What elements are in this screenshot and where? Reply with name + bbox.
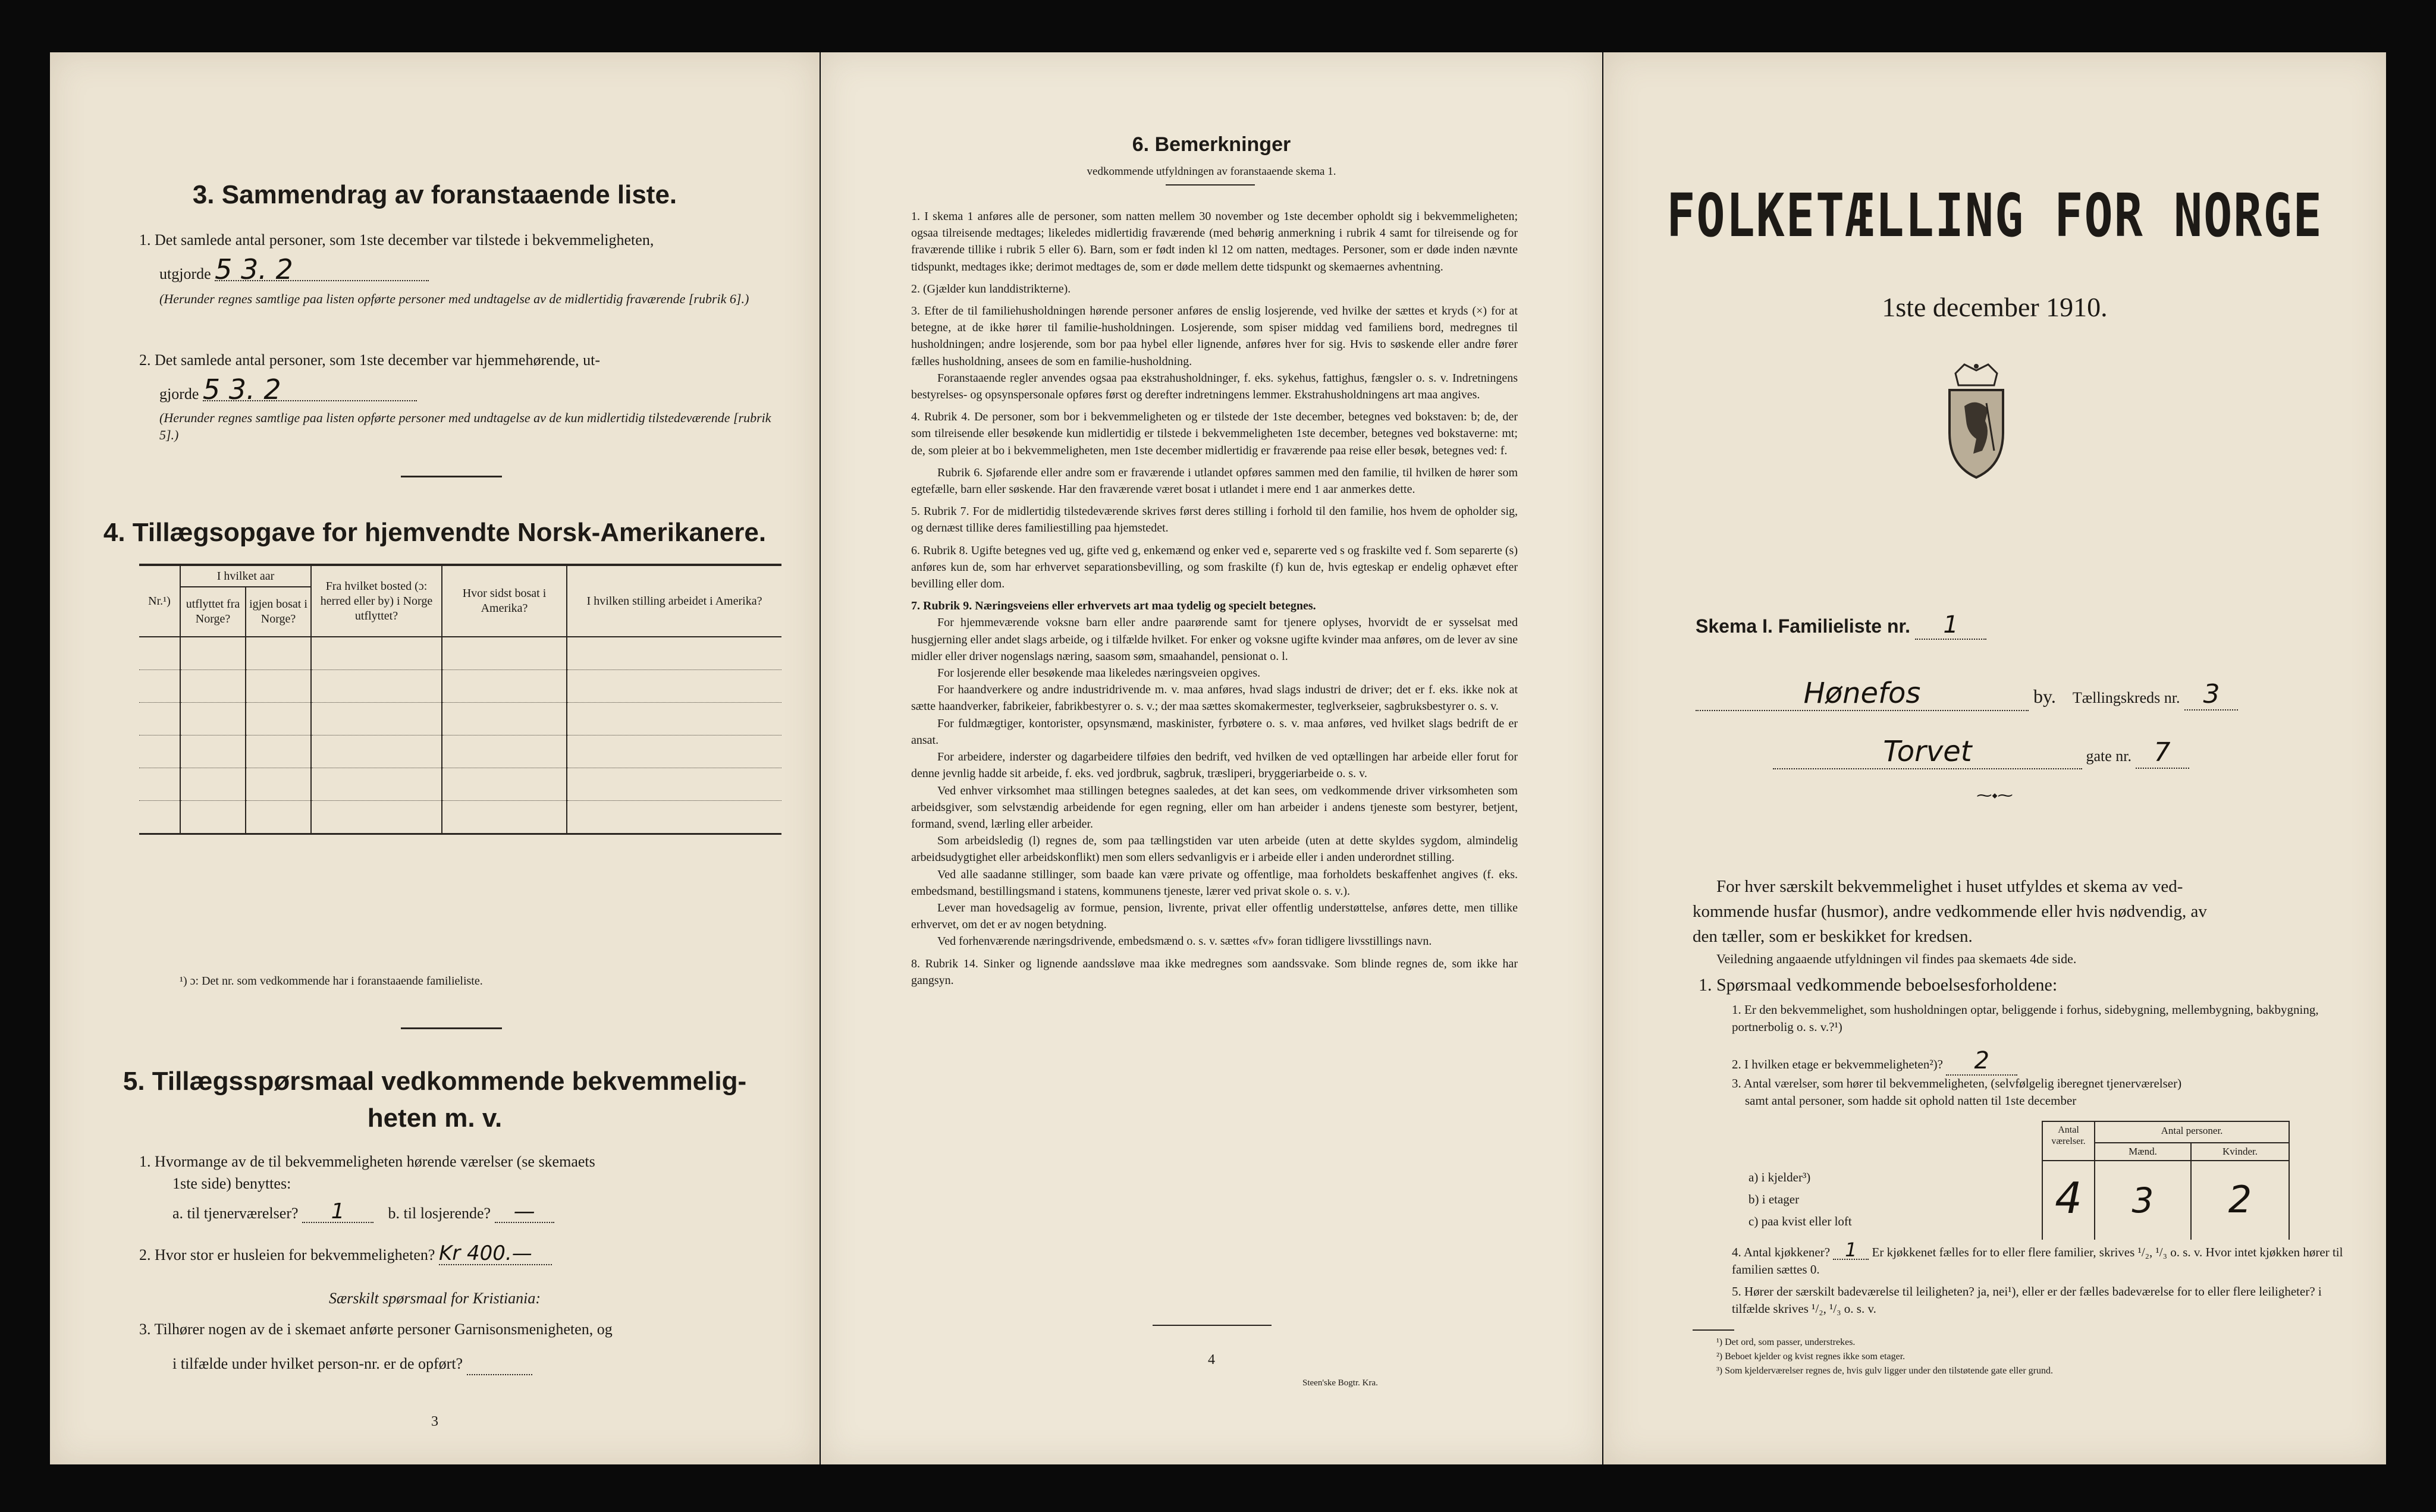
s5-q1-line1: 1. Hvormange av de til bekvemmeligheten hørende værelser (se skemaets [139, 1153, 595, 1170]
s5-q1-servants-label: a. til tjenerværelser? [172, 1205, 299, 1222]
intro-line: For hver særskilt bekvemmelighet i huset utfyldes et skema av ved- [1716, 877, 2183, 896]
by-label: by. [2033, 686, 2056, 707]
remark-item: Rubrik 6. Sjøfarende eller andre som er fraværende i utlandet opføres sammen med den familie, til hvilken de hører som egtefælle, barn eller søskende. Har den fraværende været bosat i utlandet i mere end 1 aar anmerkes dette. [911, 466, 1518, 496]
page-number: 3 [431, 1414, 438, 1429]
printer-imprint: Steen'ske Bogtr. Kra. [1302, 1378, 1378, 1388]
s4-footnote: ¹) ɔ: Det nr. som vedkommende har i foranstaaende familieliste. [180, 975, 483, 988]
remark-item: Foranstaaende regler anvendes ogsaa paa ekstrahusholdninger, f. eks. sykehus, fattighus, fængsler o. s. v. Indretningens bestyrelses- og opsynspersonale opføres først og derefter indretningens lemmer. Ekstrahusholdningens art maa angives. [911, 371, 1518, 402]
row-cellar: a) i kjelder³) [1748, 1170, 1811, 1184]
women-handwritten: 2 [2228, 1178, 2252, 1221]
q2-floor-handwritten: 2 [1946, 1047, 2017, 1076]
remark-item: Ved forhenværende næringsdrivende, embedsmænd o. s. v. sættes «fv» foran tidligere livsstillings navn. [937, 935, 1432, 948]
table-row [139, 637, 781, 670]
q5-bathroom: 5. Hører der særskilt badeværelse til leiligheten? ja, nei¹), eller er der fælles badeværelse for to eller flere leiligheter? i tilfælde skrives ¹/₂, ¹/₃ o. s. v. [1732, 1284, 2322, 1316]
footnote: ²) Beboet kjelder og kvist regnes ikke som etager. [1716, 1351, 1906, 1362]
familieliste-nr-handwritten: 1 [1915, 611, 1986, 640]
s3-q2-text: 2. Det samlede antal personer, som 1ste december var hjemmehørende, ut- [139, 351, 601, 369]
col-men: Mænd. [2129, 1146, 2157, 1157]
s5-q1-lodgers-handwritten: — [495, 1201, 554, 1223]
remarks-subheading: vedkommende utfyldningen av foranstaaende skema 1. [1087, 165, 1336, 178]
q3-line2: samt antal personer, som hadde sit ophold natten til 1ste december [1745, 1093, 2077, 1108]
footnote: ³) Som kjelderværelser regnes de, hvis gulv ligger under den tilstøtende gate eller grund. [1716, 1366, 2053, 1376]
section-3-heading: 3. Sammendrag av foranstaaende liste. [192, 180, 677, 209]
row-attic: c) paa kvist eller loft [1748, 1214, 1852, 1228]
divider [1153, 1325, 1272, 1326]
remark-item: 4. Rubrik 4. De personer, som bor i bekvemmeligheten og er tilstede der 1ste december, betegnes ved bokstaven: b; de, der som tilreisende eller besøkende kun midlertidig er tilstede i bekvemmeligheten 1ste december, betegnes ved bokstaverne: mt; de, som pleier at bo i bekvemmeligheten, men 1ste december midlertidig er fraværende paa reise eller besøk, betegnes ved: f. [911, 410, 1518, 457]
remark-item: Som arbeidsledig (l) regnes de, som paa tællingstiden var uten arbeide (uten at dette skyldes sygdom, almindelig arbeidsudygtighet eller arbeidskonflikt) men som ellers sedvanligvis er i arbeide eller i anden underordnet stilling. [911, 834, 1518, 865]
remark-item: For haandverkere og andre industridrivende m. v. maa anføres, hvad slags industri de driver; det er f. eks. ikke nok at sætte haandverker, fabrikeier, fabrikbestyrer o. s. v.; der maa sættes skomakermester, teglverkseier, sagbruksbestyrer o. s. v. [911, 683, 1518, 713]
col-persons: Antal personer. [2161, 1125, 2223, 1136]
remarks-heading: 6. Bemerkninger [1132, 133, 1291, 156]
s5-q2-label: 2. Hvor stor er husleien for bekvemmeligheten? [139, 1246, 435, 1263]
table-row [139, 768, 781, 801]
intro-line: kommende husfar (husmor), andre vedkommende eller hvis nødvendig, av [1693, 902, 2207, 921]
intro-line: Veiledning angaaende utfyldningen vil findes paa skemaets 4de side. [1716, 951, 2077, 966]
remark-item: Ved alle saadanne stillinger, som baade kan være private og offentlige, maa forholdets beskaffenhet angives (f. eks. embedsmand, bestillingsmand i statens, kommunens tjeneste, lærer ved privat skole o. s. v.). [911, 867, 1518, 898]
footnote: ¹) Det ord, som passer, understrekes. [1716, 1337, 1856, 1347]
gate-handwritten: Torvet [1773, 735, 2082, 769]
s3-q1-text: 1. Det samlede antal personer, som 1ste december var tilstede i bekvemmeligheten, [139, 231, 654, 249]
intro-line: den tæller, som er beskikket for kredsen. [1693, 927, 1973, 946]
skema-label: Skema I. Familieliste nr. [1696, 615, 1911, 637]
gate-label: gate nr. [2086, 747, 2132, 765]
norwegian-coat-of-arms-icon [1932, 362, 2021, 480]
by-handwritten: Hønefos [1696, 677, 2029, 711]
s3-q1-handwritten: 5 3. 2 [215, 259, 429, 281]
remark-item: For hjemmeværende voksne barn eller andre paarørende samt for tjenere oplyses, hvorvidt de er sysselsat med husgjerning eller andet slags arbeide, og i tilfælde hvilket. For enker og voksne ugifte kvinder maa anføres, om de lever av sine midler eller driver nogenslags næring, saasom søm, smaahandel, pensionat o. l. [911, 616, 1518, 663]
col-emigrated: utflyttet fra Norge? [180, 587, 246, 637]
remark-item: Ved enhver virksomhet maa stillingen betegnes saaledes, at det kan sees, om vedkommende driver virksomheten som arbeidsgiver, som selvstændig arbeidende for egen regning, eller om han arbeider i andens tjeneste som bestyrer, betjent, formand, svend, lærling eller arbeider. [911, 784, 1518, 831]
section-5-heading-line2: heten m. v. [367, 1104, 503, 1133]
divider [1693, 1329, 1734, 1331]
divider [1166, 184, 1255, 186]
remark-item: 8. Rubrik 14. Sinker og lignende aandssløve maa ikke medregnes som aandssvake. Som blinde regnes de, som ikke har gangsyn. [911, 957, 1518, 987]
page-number: 4 [1208, 1352, 1215, 1368]
col-rooms: Antal værelser. [2051, 1125, 2086, 1146]
s5-q2-handwritten: Kr 400.— [439, 1243, 552, 1265]
remark-item: 6. Rubrik 8. Ugifte betegnes ved ug, gifte ved g, enkemænd og enker ved e, separerte ved s og fraskilte ved f. Som separerte (s) anføres kun de, som har erhvervet separationsbevilling, og som fraskilte (f) kun de, hvis egteskap er endelig ophævet efter bevilling eller dom. [911, 543, 1518, 591]
q4-kitchens-note: Er kjøkkenet fælles for to eller flere familier, skrives ¹/₂, ¹/₃ o. s. v. Hvor intet kjøkken hører til familien sættes 0. [1732, 1245, 2343, 1277]
col-last-lived: Hvor sidst bosat i Amerika? [442, 566, 567, 637]
s5-q1-line2: 1ste side) benyttes: [172, 1175, 291, 1192]
s5-q3-line1: 3. Tilhører nogen av de i skemaet anførte personer Garnisonsmenigheten, og [139, 1321, 613, 1338]
s5-q3-line2: i tilfælde under hvilket person-nr. er de opført? [172, 1355, 463, 1372]
rooms-table [2042, 1121, 2289, 1240]
s3-q2-note: (Herunder regnes samtlige paa listen opførte personer med undtagelse av de kun midlertidig tilstedeværende [rubrik 5].) [159, 410, 771, 442]
q4-kitchens-handwritten: 1 [1833, 1241, 1869, 1260]
q3-line1: 3. Antal værelser, som hører til bekvemmeligheten, (selvfølgelig iberegnet tjenerværelser) [1732, 1076, 2182, 1090]
q2-floor: 2. I hvilken etage er bekvemmeligheten²)? [1732, 1057, 1943, 1071]
remark-item: For losjerende eller besøkende maa likeledes næringsveien opgives. [937, 667, 1261, 680]
kreds-handwritten: 3 [2184, 679, 2238, 711]
q1-location: 1. Er den bekvemmelighet, som husholdningen optar, beliggende i forhus, sidebygning, mellembygning, bakbygning, portnerbolig o. s. v.?¹) [1732, 1002, 2319, 1034]
col-returned: igjen bosat i Norge? [246, 587, 311, 637]
s3-q1-prefix: utgjorde [159, 265, 211, 282]
q4-kitchens: 4. Antal kjøkkener? [1732, 1245, 1831, 1259]
ornament-icon: ⁓⬩⁓ [1976, 787, 2013, 804]
table-row [139, 735, 781, 768]
col-women: Kvinder. [2222, 1146, 2258, 1157]
section-5-heading-line1: 5. Tillægsspørsmaal vedkommende bekvemmelig- [123, 1067, 747, 1096]
norsk-amerikanere-table [139, 566, 781, 835]
remark-item: For arbeidere, inderster og dagarbeidere tilføies den bedrift, ved hvilken de ved optællingen har arbeide eller forut for denne jevnlig hadde sit arbeide, f. eks. ved jordbruk, sagbruk, træsliperi, bryggeriarbeide o. s. v. [911, 750, 1518, 781]
divider [401, 476, 502, 477]
remark-item: Lever man hovedsagelig av formue, pension, livrente, privat eller offentlig understøttelse, anføres dette, men tillike erhvervet, om det er av nogen betydning. [911, 901, 1518, 932]
remarks-list [911, 208, 1518, 994]
s3-q2-handwritten: 5 3. 2 [203, 379, 417, 401]
census-title: FOLKETÆLLING FOR NORGE [1666, 181, 2323, 250]
questions-heading: 1. Spørsmaal vedkommende beboelsesforholdene: [1699, 975, 2058, 995]
remark-item: 1. I skema 1 anføres alle de personer, som natten mellem 30 november og 1ste december opholdt sig i bekvemmeligheten; ogsaa tilreisende medtages; likeledes midlertidig fraværende (med behørig anmerkning i rubrik 4 samt for tilreisende og for fraværende tillike i rubrik 5 eller 6). Barn, som er født inden kl 12 om natten, medtages. Personer, som er døde inden nævnte tidspunkt, medtages ikke; derimot medtages de, som er døde mellem dette tidspunkt og skemaernes avhentning. [911, 210, 1518, 274]
col-position: I hvilken stilling arbeidet i Amerika? [567, 566, 781, 637]
s3-q2-prefix: gjorde [159, 385, 199, 403]
gate-nr-handwritten: 7 [2136, 737, 2189, 769]
remark-item: 3. Efter de til familiehusholdningen hørende personer anføres de enslig losjerende, ved hvilke der sættes et kryds (×) for at betegne, at de ikke hører til familie-husholdningen. Losjerende, som spiser middag ved familiens bord, medregnes til husholdningen; andre losjerende, som bor paa hybel eller lignende, anføres hver for sig. Hvis to søskende eller andre fører fælles husholdning, ansees de som en familie-husholdning. [911, 304, 1518, 368]
divider [401, 1027, 502, 1029]
section-4-heading: 4. Tillægsopgave for hjemvendte Norsk-Amerikanere. [103, 518, 767, 547]
row-floors: b) i etager [1748, 1192, 1800, 1206]
col-group-year: I hvilket aar [180, 566, 311, 587]
s5-special-kristiania: Særskilt spørsmaal for Kristiania: [328, 1290, 541, 1307]
page-3 [50, 52, 820, 1464]
page-4 [821, 52, 1602, 1464]
census-date: 1ste december 1910. [1882, 292, 2108, 322]
table-row [139, 703, 781, 735]
men-handwritten: 3 [2132, 1180, 2154, 1221]
table-row [139, 801, 781, 834]
remark-item: 5. Rubrik 7. For de midlertidig tilstedeværende skrives først deres stilling i forhold til den familie, hos hvem de opholder sig, og dernæst tillike deres familiestilling paa hjemstedet. [911, 505, 1518, 535]
s5-q1-lodgers-label: b. til losjerende? [388, 1205, 491, 1222]
kreds-label: Tællingskreds nr. [2072, 689, 2180, 706]
rooms-handwritten: 4 [2055, 1173, 2082, 1223]
s3-q1-note: (Herunder regnes samtlige paa listen opførte personer med undtagelse av de midlertidig fraværende [rubrik 6].) [159, 291, 749, 306]
remark-item: For fuldmægtiger, kontorister, opsynsmænd, maskinister, fyrbøtere o. s. v. maa anføres, ved hvilket slags bedrift de er ansat. [911, 716, 1518, 747]
col-from-where: Fra hvilket bosted (ɔ: herred eller by) i Norge utflyttet? [311, 566, 442, 637]
s5-q1-servants-handwritten: 1 [302, 1201, 373, 1223]
remark-item: 2. (Gjælder kun landdistrikterne). [911, 282, 1071, 296]
col-nr: Nr.¹) [139, 566, 180, 637]
table-row [139, 670, 781, 703]
remark-item: 7. Rubrik 9. Næringsveiens eller erhvervets art maa tydelig og specielt betegnes. [911, 599, 1316, 613]
cover-page [1603, 52, 2386, 1464]
